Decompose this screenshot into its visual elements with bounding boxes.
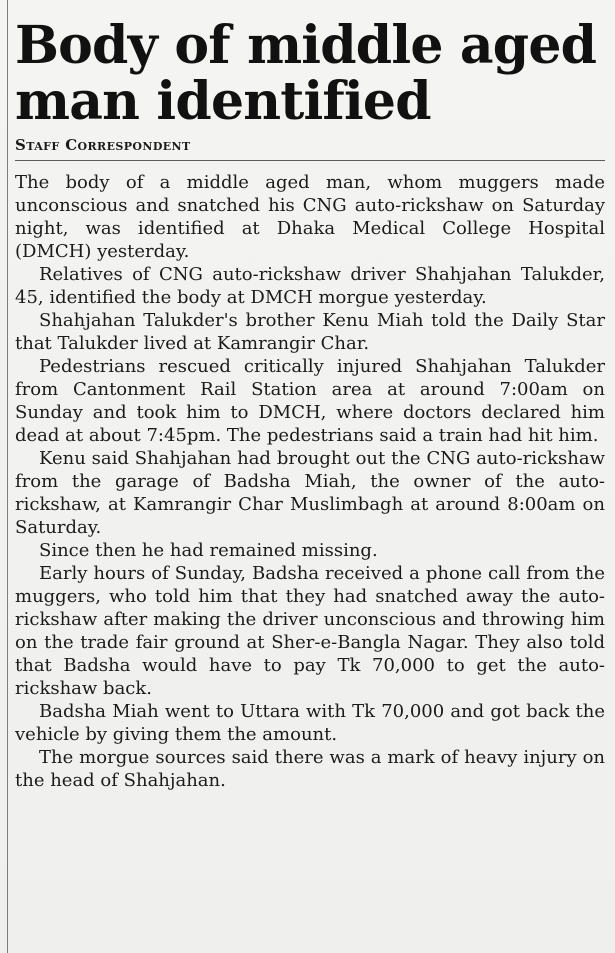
byline: Staff Correspondent: [15, 136, 605, 161]
article-body: [15, 171, 605, 792]
paragraph: Pedestrians rescued critically injured Shahjahan Talukder from Cantonment Rail Station area at around 7:00am on Sunday and took him to DMCH, where doctors declared him dead at about 7:45pm. The pedestrians said a train had hit him.: [15, 356, 605, 446]
article: [15, 15, 605, 792]
headline: Body of middle aged man identified: [15, 15, 597, 132]
column-divider: [7, 0, 8, 953]
paragraph: The morgue sources said there was a mark of heavy injury on the head of Shahjahan.: [15, 747, 605, 791]
paragraph: Badsha Miah went to Uttara with Tk 70,000 and got back the vehicle by giving them the amount.: [15, 701, 605, 745]
paragraph: Relatives of CNG auto-rickshaw driver Shahjahan Talukder, 45, identified the body at DMCH morgue yesterday.: [15, 264, 605, 308]
paragraph: Shahjahan Talukder's brother Kenu Miah told the Daily Star that Talukder lived at Kamrangir Char.: [15, 310, 605, 354]
paragraph: Early hours of Sunday, Badsha received a phone call from the muggers, who told him that they had snatched away the auto-rickshaw after making the driver unconscious and throwing him on the trade fair ground at Sher-e-Bangla Nagar. They also told that Badsha would have to pay Tk 70,000 to get the auto-rickshaw back.: [15, 563, 605, 699]
paragraph: Since then he had remained missing.: [39, 540, 378, 561]
paragraph: Kenu said Shahjahan had brought out the CNG auto-rickshaw from the garage of Badsha Miah, the owner of the auto-rickshaw, at Kamrangir Char Muslimbagh at around 8:00am on Saturday.: [15, 448, 605, 538]
paragraph: The body of a middle aged man, whom muggers made unconscious and snatched his CNG auto-rickshaw on Saturday night, was identified at Dhaka Medical College Hospital (DMCH) yesterday.: [15, 172, 605, 262]
